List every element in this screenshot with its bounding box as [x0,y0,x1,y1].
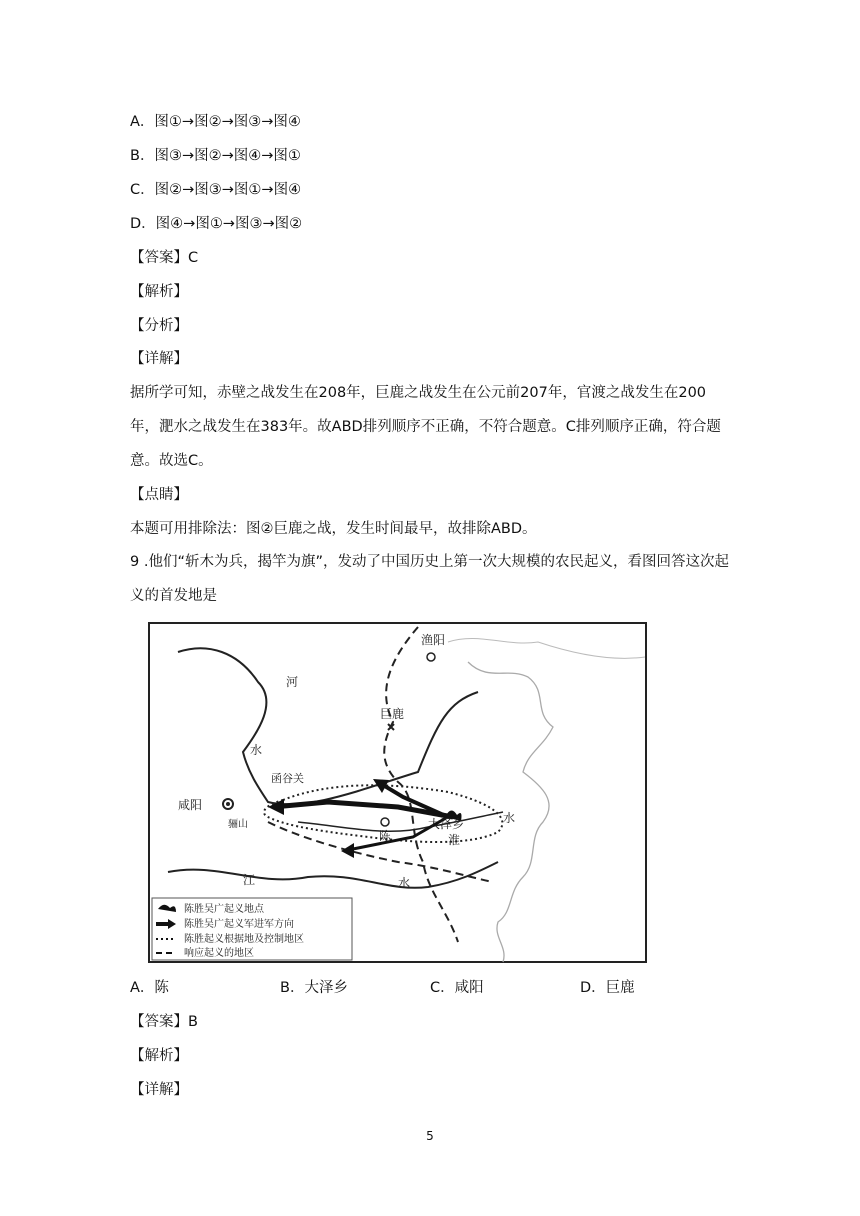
shui-label-2: 水 [398,876,411,890]
shui-label-3: 水 [503,811,516,825]
q9-option-b: B．大泽乡 [280,980,348,996]
option-d: D．图④→图①→图③→图② [130,216,303,232]
julu-label: 巨鹿 [380,707,405,721]
dianjing-label: 【点睛】 [130,487,188,503]
legend-item-1: 陈胜吴广起义地点 [184,904,264,915]
option-b: B．图③→图②→图④→图① [130,148,301,164]
jiang-label: 江 [243,873,256,887]
option-a: A．图①→图②→图③→图④ [130,114,301,130]
he-label: 河 [286,675,299,689]
detail-label: 【详解】 [130,351,188,367]
hangu-label: 函谷关 [271,772,304,785]
q9-answer-label: 【答案】B [130,1014,198,1030]
uprising-map [148,622,647,963]
answer-label: 【答案】C [130,250,199,266]
dazexiang-label: 大泽乡 [428,817,465,831]
legend-item-2: 陈胜吴广起义军进军方向 [184,919,294,930]
page-number: 5 [426,1129,434,1143]
xianyang-label: 咸阳 [178,798,203,812]
analysis-label: 【解析】 [130,284,188,300]
q9-detail-label: 【详解】 [130,1082,188,1098]
question-9-stem: 9 .他们“斩木为兵，揭竿为旗”，发动了中国历史上第一次大规模的农民起义，看图回答这次起义的首发地是 [130,554,729,604]
dianjing-text: 本题可用排除法：图②巨鹿之战，发生时间最早，故排除ABD。 [130,521,537,537]
q9-analysis-label: 【解析】 [130,1048,188,1064]
legend-item-3: 陈胜起义根据地及控制地区 [184,934,304,945]
lishan-label: 骊山 [228,819,248,830]
q9-option-c: C．咸阳 [430,980,484,996]
huai-label: 淮 [448,833,461,847]
q9-option-d: D．巨鹿 [580,980,635,996]
chen-label: 陈 [379,829,392,843]
yuyang-label: 渔阳 [421,633,446,647]
option-c: C．图②→图③→图①→图④ [130,182,302,198]
q9-option-a: A．陈 [130,980,169,996]
fenxi-label: 【分析】 [130,318,188,334]
detail-paragraph: 据所学可知，赤壁之战发生在208年，巨鹿之战发生在公元前207年，官渡之战发生在200年，淝水之战发生在383年。故ABD排列顺序不正确，不符合题意。C排列顺序正确，符合题意。故选C。 [130,385,721,469]
shui-label-1: 水 [250,743,263,757]
legend-item-4: 响应起义的地区 [184,948,254,959]
